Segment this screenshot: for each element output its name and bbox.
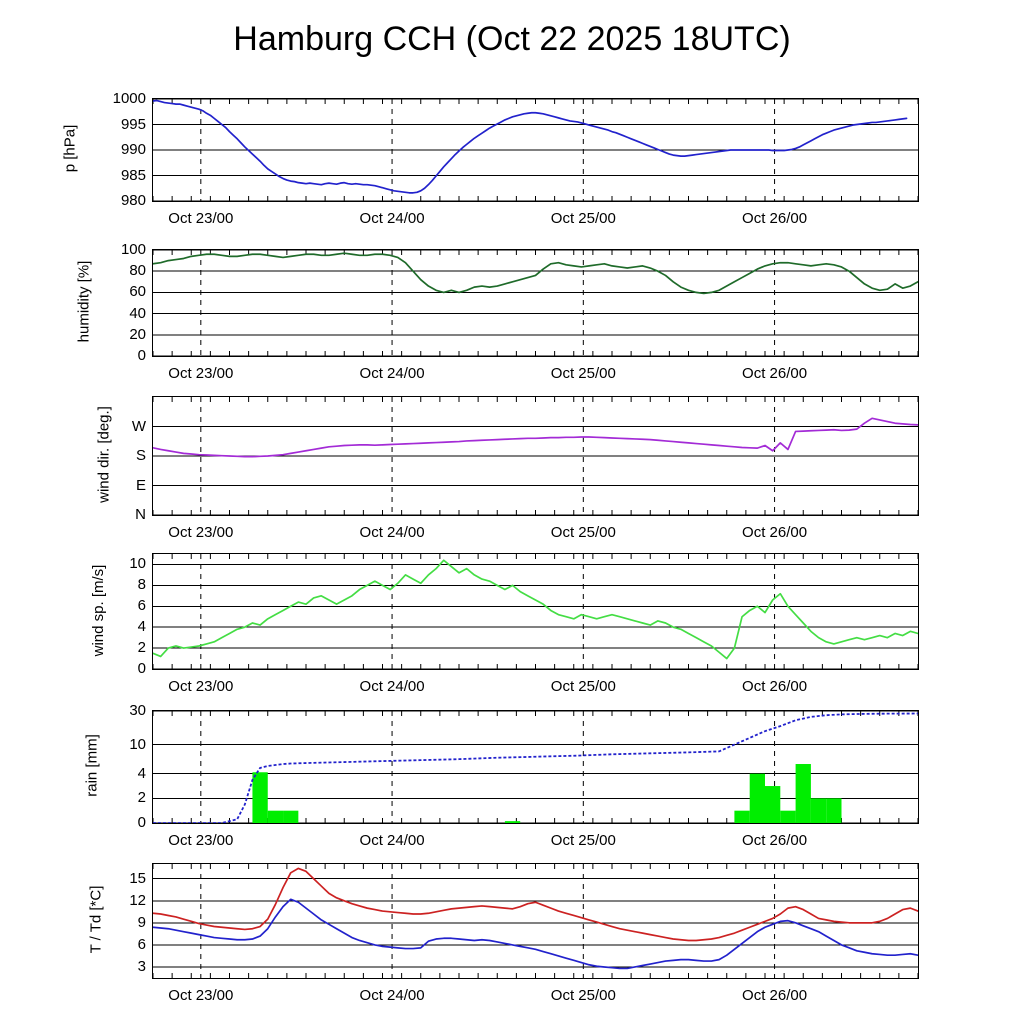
plot-area-3 (153, 554, 918, 669)
y-tick-label: 8 (137, 576, 146, 594)
y-tick-label: 6 (137, 935, 146, 953)
y-tick-label: 9 (137, 913, 146, 931)
y-axis-label: T / Td [*C] (87, 885, 105, 954)
plot-area-2 (153, 397, 918, 515)
x-tick-label: Oct 23/00 (168, 987, 234, 1004)
x-tick-label: Oct 26/00 (742, 524, 808, 541)
plot-panel-2 (152, 396, 919, 516)
y-tick-label: 10 (129, 735, 146, 753)
y-axis-label: rain [mm] (83, 734, 101, 797)
plot-area-1 (153, 250, 918, 356)
y-tick-label: 15 (129, 869, 146, 887)
x-tick-label: Oct 23/00 (168, 678, 234, 695)
y-tick-label: 985 (120, 166, 146, 184)
x-tick-label: Oct 24/00 (359, 210, 425, 227)
y-axis-label: wind dir. [deg.] (95, 406, 113, 503)
x-tick-label: Oct 26/00 (742, 832, 808, 849)
y-tick-label: S (135, 447, 146, 464)
y-tick-label: 4 (137, 764, 146, 782)
x-tick-label: Oct 26/00 (742, 678, 808, 695)
x-tick-label: Oct 24/00 (359, 524, 425, 541)
plot-panel-1 (152, 249, 919, 357)
y-tick-label: 10 (129, 555, 146, 573)
page-title: Hamburg CCH (Oct 22 2025 18UTC) (233, 20, 791, 58)
x-tick-label: Oct 26/00 (742, 365, 808, 382)
y-tick-label: 0 (137, 660, 146, 677)
y-tick-label: 80 (129, 262, 146, 280)
x-tick-label: Oct 25/00 (550, 524, 616, 541)
x-tick-label: Oct 24/00 (359, 987, 425, 1004)
y-tick-label: 995 (120, 115, 146, 133)
y-tick-label: 20 (129, 325, 146, 343)
plot-panel-0 (152, 98, 919, 202)
y-tick-label: 980 (120, 192, 146, 209)
y-tick-label: 40 (129, 304, 146, 322)
y-tick-label: 60 (129, 283, 146, 301)
plot-area-0 (153, 99, 918, 201)
x-tick-label: Oct 26/00 (742, 210, 808, 227)
x-tick-label: Oct 25/00 (550, 832, 616, 849)
y-tick-label: 3 (137, 957, 146, 975)
y-tick-label: 30 (129, 702, 146, 719)
y-tick-label: 2 (137, 639, 146, 657)
y-tick-label: E (135, 476, 146, 494)
x-tick-label: Oct 23/00 (168, 365, 234, 382)
plot-panel-3 (152, 553, 919, 670)
x-tick-label: Oct 26/00 (742, 987, 808, 1004)
y-axis-label: humidity [%] (75, 260, 93, 343)
y-axis-label: p [hPa] (61, 124, 79, 173)
y-tick-label: N (135, 506, 146, 523)
x-tick-label: Oct 25/00 (550, 987, 616, 1004)
x-tick-label: Oct 25/00 (550, 678, 616, 695)
y-tick-label: 12 (129, 891, 146, 909)
plot-panel-5 (152, 863, 919, 979)
x-tick-label: Oct 24/00 (359, 678, 425, 695)
y-axis-label: wind sp. [m/s] (89, 564, 107, 656)
x-tick-label: Oct 24/00 (359, 832, 425, 849)
x-tick-label: Oct 23/00 (168, 524, 234, 541)
x-tick-label: Oct 23/00 (168, 210, 234, 227)
y-tick-label: 6 (137, 597, 146, 615)
plot-area-4 (153, 711, 918, 823)
x-tick-label: Oct 24/00 (359, 365, 425, 382)
y-tick-label: 4 (137, 618, 146, 636)
y-tick-label: 0 (137, 347, 146, 364)
y-tick-label: W (131, 417, 146, 435)
y-tick-label: 0 (137, 814, 146, 831)
x-tick-label: Oct 25/00 (550, 365, 616, 382)
y-tick-label: 990 (120, 141, 146, 158)
plot-area-5 (153, 864, 918, 978)
y-tick-label: 1000 (112, 90, 146, 107)
y-tick-label: 100 (120, 241, 146, 258)
y-tick-label: 2 (137, 789, 146, 807)
plot-panel-4 (152, 710, 919, 824)
x-tick-label: Oct 23/00 (168, 832, 234, 849)
x-tick-label: Oct 25/00 (550, 210, 616, 227)
